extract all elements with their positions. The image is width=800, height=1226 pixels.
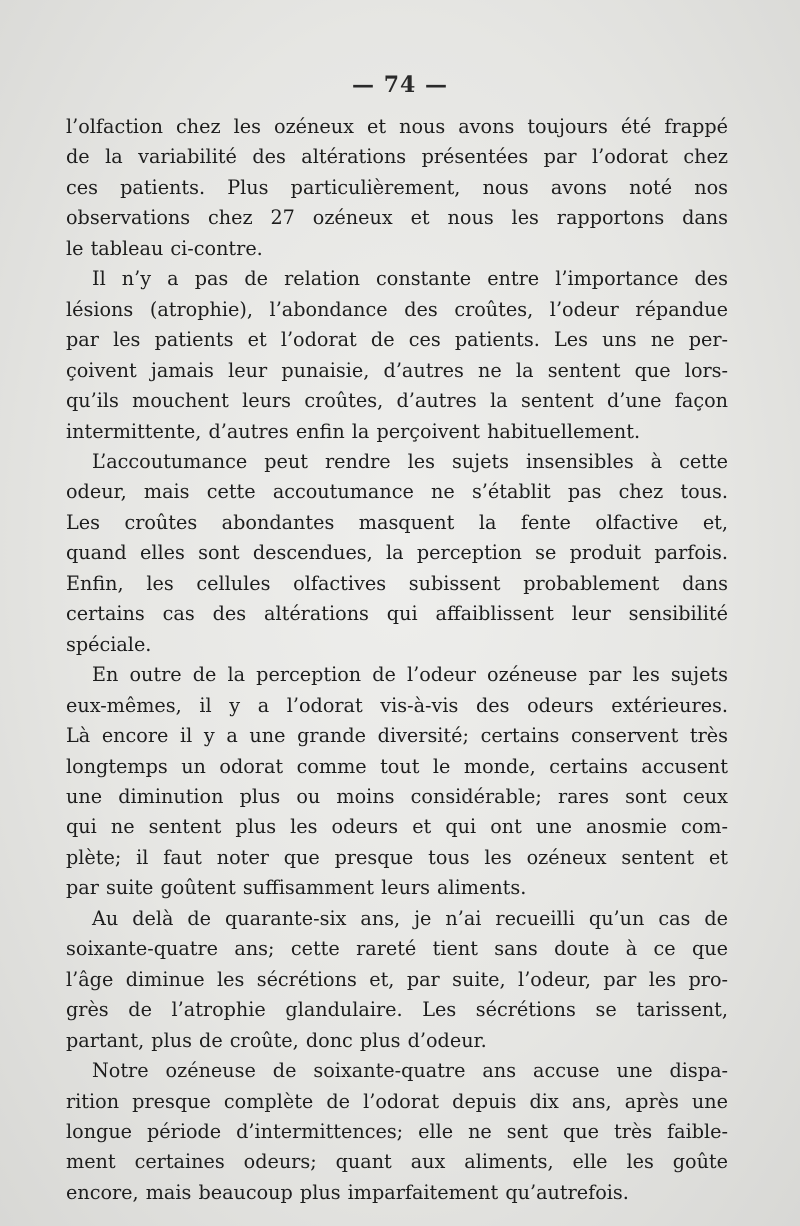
text-line: soixante-quatre ans; cette rareté tient sans doute à ce que [66, 937, 728, 961]
text-line: grès de l’atrophie glandulaire. Les sécrétions se tarissent, [66, 998, 728, 1022]
text-line: l’olfaction chez les ozéneux et nous avons toujours été frappé [66, 115, 728, 138]
paragraph-4 [66, 660, 728, 904]
text-line: quand elles sont descendues, la perception se produit parfois. [66, 541, 728, 565]
paragraph-2 [66, 264, 728, 447]
text-line: de la variabilité des altérations présentées par l’odorat chez [66, 145, 728, 169]
text-line: Au delà de quarante-six ans, je n’ai recueilli qu’un cas de [92, 906, 728, 930]
body-text [66, 112, 728, 1208]
text-line: ces patients. Plus particulièrement, nous avons noté nos [66, 175, 728, 199]
paragraph-3 [66, 447, 728, 660]
text-line: ment certaines odeurs; quant aux aliments, elle les goûte [66, 1150, 728, 1174]
text-line: En outre de la perception de l’odeur ozéneuse par les sujets [92, 663, 728, 687]
text-line: eux-mêmes, il y a l’odorat vis-à-vis des odeurs extérieures. [66, 693, 728, 717]
text-line: plète; il faut noter que presque tous les ozéneux sentent et [66, 845, 728, 869]
text-line: certains cas des altérations qui affaiblissent leur sensibilité [66, 602, 728, 626]
text-line: longue période d’intermittences; elle ne sent que très faible- [66, 1119, 728, 1143]
text-line: le tableau ci-contre. [66, 236, 263, 260]
text-line: par les patients et l’odorat de ces patients. Les uns ne per- [66, 328, 728, 352]
text-line: L’accoutumance peut rendre les sujets insensibles à cette [92, 449, 728, 473]
text-line: Notre ozéneuse de soixante-quatre ans accuse une dispa- [92, 1059, 728, 1083]
text-line: çoivent jamais leur punaisie, d’autres ne la sentent que lors- [66, 358, 728, 382]
text-line: longtemps un odorat comme tout le monde, certains accusent [66, 754, 728, 778]
paragraph-5 [66, 904, 728, 1056]
text-line: lésions (atrophie), l’abondance des croûtes, l’odeur répandue [66, 297, 728, 321]
text-line: par suite goûtent suffisamment leurs aliments. [66, 876, 527, 900]
text-line: odeur, mais cette accoutumance ne s’établit pas chez tous. [66, 480, 728, 504]
text-line: partant, plus de croûte, donc plus d’odeur. [66, 1028, 487, 1052]
text-line: intermittente, d’autres enfin la perçoivent habituellement. [66, 419, 641, 443]
text-line: l’âge diminue les sécrétions et, par suite, l’odeur, par les pro- [66, 967, 728, 991]
paragraph-6 [66, 1056, 728, 1208]
text-line: spéciale. [66, 632, 152, 656]
text-line: qui ne sentent plus les odeurs et qui ont une anosmie com- [66, 815, 728, 839]
text-line: encore, mais beaucoup plus imparfaitement qu’autrefois. [66, 1180, 629, 1204]
text-line: Enfin, les cellules olfactives subissent probablement dans [66, 571, 728, 595]
text-line: qu’ils mouchent leurs croûtes, d’autres la sentent d’une façon [66, 389, 728, 413]
paragraph-1 [66, 112, 728, 264]
text-line: Il n’y a pas de relation constante entre l’importance des [92, 267, 728, 291]
text-line: rition presque complète de l’odorat depuis dix ans, après une [66, 1089, 728, 1113]
text-line: une diminution plus ou moins considérable; rares sont ceux [66, 784, 728, 808]
text-line: observations chez 27 ozéneux et nous les rapportons dans [66, 206, 728, 230]
text-line: Là encore il y a une grande diversité; certains conservent très [66, 724, 728, 748]
text-line: Les croûtes abondantes masquent la fente olfactive et, [66, 510, 728, 534]
page-number: — 74 — [352, 72, 448, 98]
